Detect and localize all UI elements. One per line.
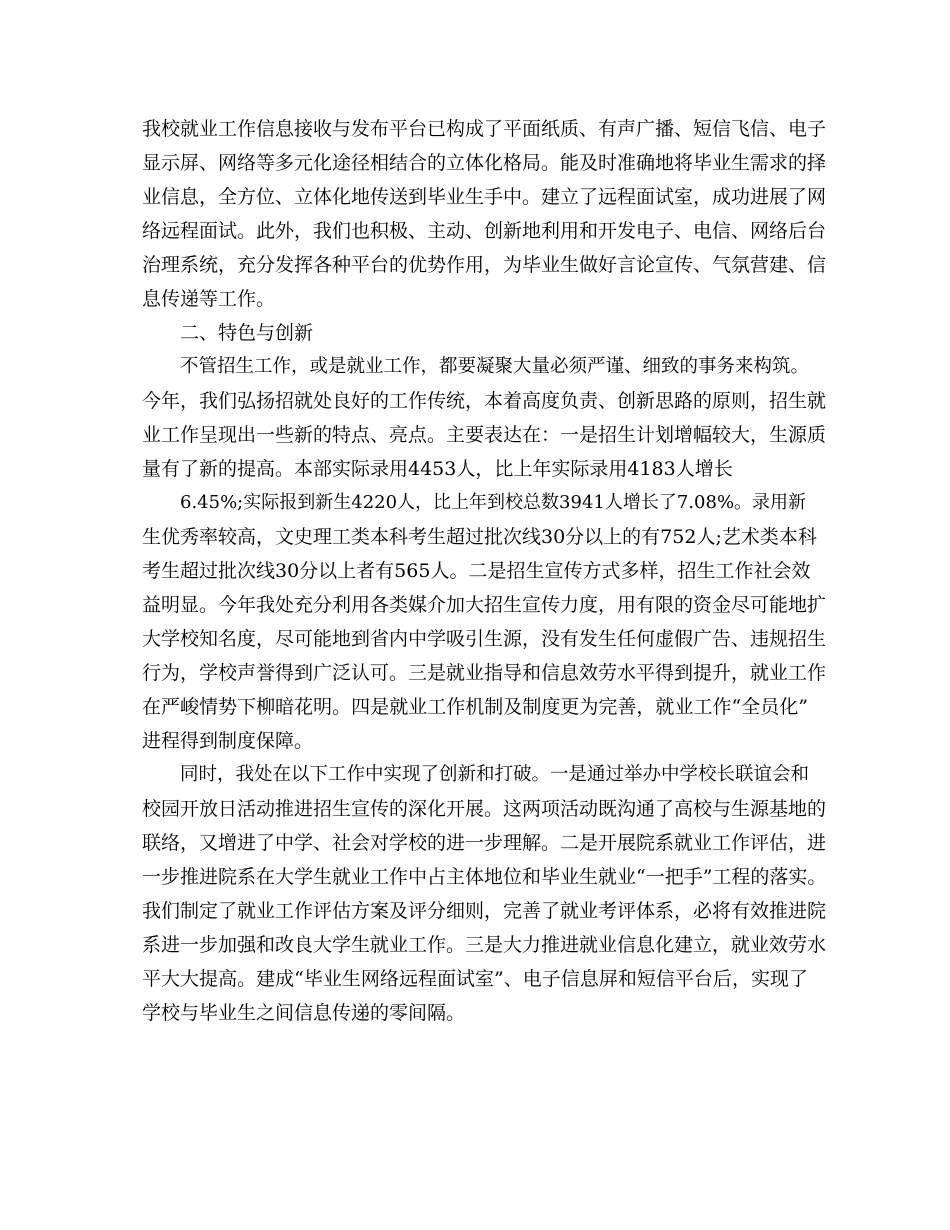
body-text-line: 校园开放日活动推进招生宣传的深化开展。这两项活动既沟通了高校与生源基地的 bbox=[142, 798, 827, 820]
body-text-line: 在严峻情势下柳暗花明。四是就业工作机制及制度更为完善，就业工作“全员化” bbox=[142, 696, 808, 718]
body-text-line: 平大大提高。建成“毕业生网络远程面试室”、电子信息屏和短信平台后，实现了 bbox=[142, 968, 808, 990]
body-text-line: 量有了新的提高。本部实际录用4453人，比上年实际录用4183人增长 bbox=[142, 458, 733, 480]
body-text-line: 业工作呈现出一些新的特点、亮点。主要表达在：一是招生计划增幅较大，生源质 bbox=[142, 424, 827, 446]
body-text-line: 显示屏、网络等多元化途径相结合的立体化格局。能及时准确地将毕业生需求的择 bbox=[142, 152, 827, 174]
body-text-line: 息传递等工作。 bbox=[142, 288, 276, 310]
body-text-line: 6.45%;实际报到新生4220人，比上年到校总数3941人增长了7.08%。录用新 bbox=[180, 492, 807, 513]
section-heading: 二、特色与创新 bbox=[180, 322, 314, 344]
body-text-line: 进程得到制度保障。 bbox=[142, 730, 314, 752]
body-text-line: 同时，我处在以下工作中实现了创新和打破。一是通过举办中学校长联谊会和 bbox=[180, 764, 810, 785]
body-text-line: 我校就业工作信息接收与发布平台已构成了平面纸质、有声广播、短信飞信、电子 bbox=[142, 118, 827, 140]
body-text-line: 考生超过批次线30分以上者有565人。二是招生宣传方式多样，招生工作社会效 bbox=[142, 560, 811, 582]
body-text-line: 业信息，全方位、立体化地传送到毕业生手中。建立了远程面试室，成功进展了网 bbox=[142, 186, 827, 208]
body-text-line: 行为，学校声誉得到广泛认可。三是就业指导和信息效劳水平得到提升，就业工作 bbox=[142, 662, 827, 684]
body-text-line: 益明显。今年我处充分利用各类媒介加大招生宣传力度，用有限的资金尽可能地扩 bbox=[142, 594, 827, 616]
body-text-line: 治理系统，充分发挥各种平台的优势作用，为毕业生做好言论宣传、气氛营建、信 bbox=[142, 254, 827, 276]
body-text-line: 生优秀率较高，文史理工类本科考生超过批次线30分以上的有752人;艺术类本科 bbox=[142, 526, 817, 548]
body-text-line: 我们制定了就业工作评估方案及评分细则，完善了就业考评体系，必将有效推进院 bbox=[142, 900, 827, 922]
body-text-line: 络远程面试。此外，我们也积极、主动、创新地利用和开发电子、电信、网络后台 bbox=[142, 220, 827, 242]
body-text-line: 学校与毕业生之间信息传递的零间隔。 bbox=[142, 1002, 466, 1024]
body-text-line: 大学校知名度，尽可能地到省内中学吸引生源，没有发生任何虚假广告、违规招生 bbox=[142, 628, 827, 650]
body-text-line: 系进一步加强和改良大学生就业工作。三是大力推进就业信息化建立，就业效劳水 bbox=[142, 934, 827, 956]
body-text-line: 一步推进院系在大学生就业工作中占主体地位和毕业生就业“一把手”工程的落实。 bbox=[142, 866, 827, 888]
body-text-line: 今年，我们弘扬招就处良好的工作传统，本着高度负责、创新思路的原则，招生就 bbox=[142, 390, 827, 412]
body-text-line: 不管招生工作，或是就业工作，都要凝聚大量必须严谨、细致的事务来构筑。 bbox=[180, 356, 810, 377]
body-text-line: 联络，又增进了中学、社会对学校的进一步理解。二是开展院系就业工作评估，进 bbox=[142, 832, 827, 854]
